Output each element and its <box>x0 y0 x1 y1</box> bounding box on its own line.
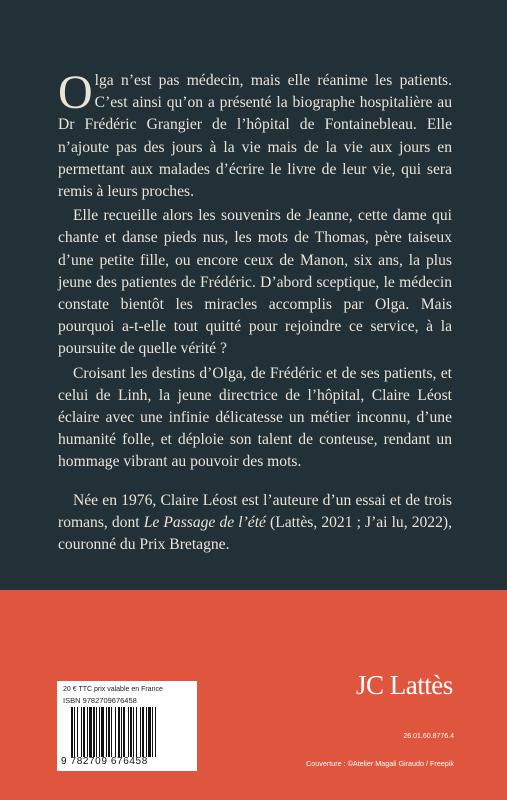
isbn-text: ISBN 9782709676458 <box>63 696 137 705</box>
summary-paragraph-3: Croisant les destins d’Olga, de Frédéric et de ses patients, et celui de Linh, la jeune directrice de l’hôpital, Claire Léost éclaire avec une infinie délicatesse un métier inconnu, d’une humanité folle, et déploie son talent de conteuse, rendant un hommage vibrant au pouvoir des mots. <box>58 364 452 471</box>
summary-paragraph-2: Elle recueille alors les souvenirs de Jeanne, cette dame qui chante et danse pieds nus, les mots de Thomas, père taiseux d’une petite fille, ou encore ceux de Manon, six ans, la plus jeune des patientes de Frédéric. D’abord sceptique, le médecin constate bientôt les miracles accomplis par Olga. Mais pourquoi a-t-elle tout quitté pour rejoindre ce service, à la poursuite de quelle vérité ? <box>58 207 452 358</box>
summary-paragraph-1-text: lga n’est pas médecin, mais elle réanime les patients. C’est ainsi qu’on a présenté la biographe hospitalière au Dr Frédéric Grangier de l’hôpital de Fontainebleau. Elle n’ajoute pas des jours à la vie mais de la vie aux jours en permettant aux malades d’écrire le livre de leur vie, qui sera remis à leurs proches. <box>58 72 452 201</box>
summary-paragraph-1 <box>58 66 452 203</box>
author-bio-paragraph <box>58 490 452 557</box>
price-text: 20 € TTC prix valable en France <box>63 686 163 693</box>
author-bio <box>58 490 452 557</box>
drop-cap: O <box>58 66 93 119</box>
reference-number: 26.01.60.8776.4 <box>403 733 454 740</box>
bio-text-after: (Lattès, 2021 ; J’ai lu, 2022), couronné du Prix Bretagne. <box>58 514 452 554</box>
barcode-label <box>57 681 197 771</box>
summary-text <box>58 66 452 474</box>
barcode-digits: 9 782709 676458 <box>61 756 148 767</box>
publisher-logo: JC Lattès <box>356 670 453 700</box>
barcode-icon <box>71 707 191 757</box>
bio-book-title: Le Passage de l’été <box>143 514 266 532</box>
bio-text-before: Née en 1976, Claire Léost est l’auteure d’un essai et de trois romans, dont <box>58 492 452 532</box>
cover-credit: Couverture : ©Atelier Magali Giraudo / Freepik <box>306 759 454 768</box>
